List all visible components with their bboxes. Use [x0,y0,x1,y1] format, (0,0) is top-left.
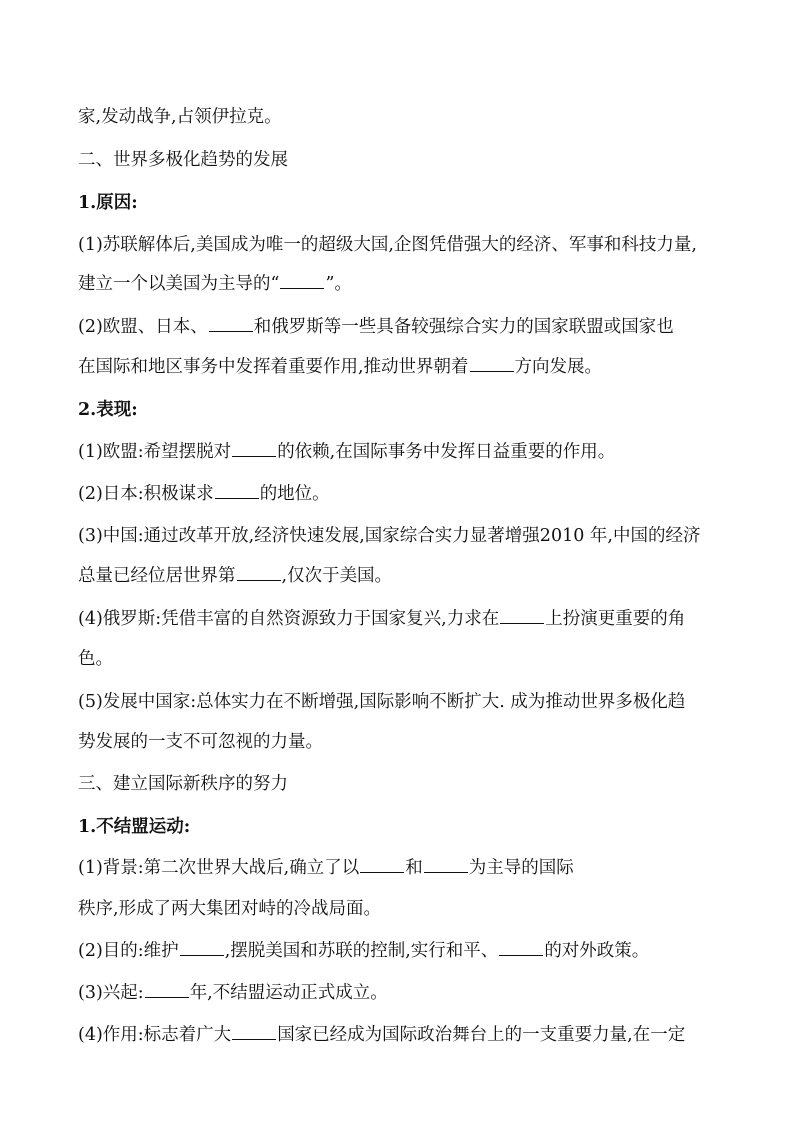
fill-blank[interactable] [145,981,189,998]
text-line: (2)目的:维护 ,摆脱美国和苏联的控制,实行和平、 的对外政策。 [78,941,650,961]
text-line: (1)背景:第二次世界大战后,确立了以 和 为主导的国际 [78,858,574,878]
text-line: 势发展的一支不可忽视的力量。 [78,732,323,752]
text-line: 色。 [78,649,113,669]
text-line: 秩序,形成了两大集团对峙的冷战局面。 [78,899,382,919]
fill-blank[interactable] [209,315,253,332]
section-heading: 二、世界多极化趋势的发展 [78,150,288,170]
fill-blank[interactable] [499,939,543,956]
subsection-heading: 1.原因: [78,193,138,213]
text-line: (2)欧盟、日本、 和俄罗斯等一些具备较强综合实力的国家联盟或国家也 [78,317,674,337]
fill-blank[interactable] [500,607,544,624]
fill-blank[interactable] [424,856,468,873]
fill-blank[interactable] [470,355,514,372]
subsection-heading: 1.不结盟运动: [78,817,191,837]
text-line: (4)作用:标志着广大 国家已经成为国际政治舞台上的一支重要力量,在一定 [78,1025,686,1045]
text-line: (2)日本:积极谋求 的地位。 [78,484,330,504]
fill-blank[interactable] [215,482,259,499]
fill-blank[interactable] [280,272,324,289]
fill-blank[interactable] [360,856,404,873]
text-line: 家,发动战争,占领伊拉克。 [78,107,282,127]
text-line: 在国际和地区事务中发挥着重要作用,推动世界朝着 方向发展。 [78,357,603,377]
text-line: (3)兴起: 年,不结盟运动正式成立。 [78,983,388,1003]
text-line: 总量已经位居世界第 ,仅次于美国。 [78,566,393,586]
text-line: (5)发展中国家:总体实力在不断增强,国际影响不断扩大. 成为推动世界多极化趋 [78,692,686,712]
text-line: (1)欧盟:希望摆脱对 的依赖,在国际事务中发挥日益重要的作用。 [78,442,616,462]
text-line: (3)中国:通过改革开放,经济快速发展,国家综合实力显著增强2010 年,中国的经济 [78,526,701,546]
fill-blank[interactable] [237,564,281,581]
text-line: (1)苏联解体后,美国成为唯一的超级大国,企图凭借强大的经济、军事和科技力量, [78,235,697,255]
fill-blank[interactable] [232,440,276,457]
subsection-heading: 2.表现: [78,400,138,420]
text-line: (4)俄罗斯:凭借丰富的自然资源致力于国家复兴,力求在 上扮演更重要的角 [78,609,686,629]
text-line: 建立一个以美国为主导的“ ”。 [78,274,352,294]
fill-blank[interactable] [180,939,224,956]
section-heading: 三、建立国际新秩序的努力 [78,774,288,794]
fill-blank[interactable] [232,1023,276,1040]
